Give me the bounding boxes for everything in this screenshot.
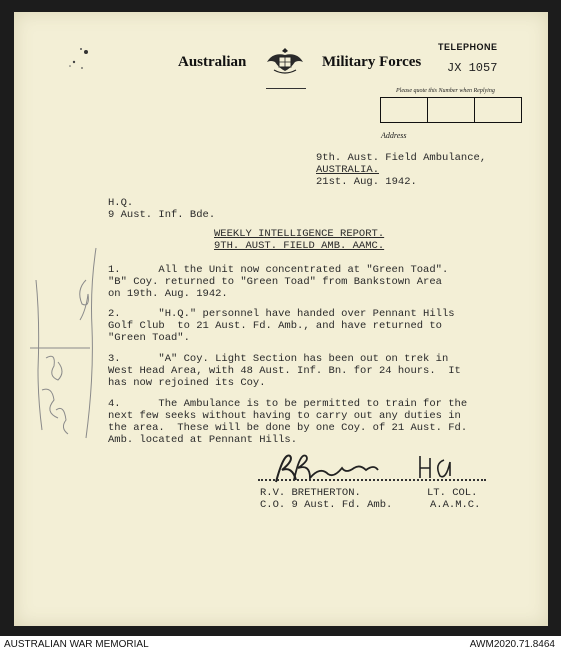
paragraph-1-line2: "B" Coy. returned to "Green Toad" from Bankstown Area [108, 276, 442, 288]
sender-date: 21st. Aug. 1942. [316, 176, 417, 188]
signature-dotted-line [258, 479, 486, 481]
footer-accession-number: AWM2020.71.8464 [469, 639, 555, 650]
paragraph-3-line3: has now rejoined its Coy. [108, 377, 266, 389]
letterhead-left: Australian [178, 54, 247, 70]
paragraph-2-line3: "Green Toad". [108, 332, 190, 344]
paragraph-4-line1: 4. The Ambulance is to be permitted to train for the [108, 398, 468, 410]
sender-address-line2: AUSTRALIA. [316, 164, 380, 176]
letterhead-rule [266, 88, 306, 89]
reference-note: Please quote this Number when Replying [396, 88, 495, 94]
address-label: Address [381, 131, 407, 140]
paragraph-1-line3: on 19th. Aug. 1942. [108, 288, 228, 300]
ink-speck-marks [62, 42, 102, 82]
pencil-annotation [26, 240, 104, 450]
paragraph-4-line4: Amb. located at Pennant Hills. [108, 434, 298, 446]
footer-institution: AUSTRALIAN WAR MEMORIAL [4, 639, 149, 650]
archive-footer [0, 636, 561, 653]
report-heading-line1: WEEKLY INTELLIGENCE REPORT. [214, 228, 385, 240]
paragraph-2-line1: 2. "H.Q." personnel have handed over Pennant Hills [108, 308, 455, 320]
signatory-corps: A.A.M.C. [430, 499, 481, 511]
telephone-label: TELEPHONE [438, 42, 498, 52]
signatory-position: C.O. 9 Aust. Fd. Amb. [260, 499, 393, 511]
crest-icon [264, 46, 306, 76]
paragraph-4-line2: next few seeks without having to carry out any duties in [108, 410, 461, 422]
signatory-rank: LT. COL. [427, 487, 478, 499]
paragraph-2-line2: Golf Club to 21 Aust. Fd. Amb., and have returned to [108, 320, 442, 332]
paragraph-3-line1: 3. "A" Coy. Light Section has been out on trek in [108, 353, 449, 365]
paragraph-3-line2: West Head Area, with 48 Aust. Inf. Bn. for 24 hours. It [108, 365, 461, 377]
paragraph-4-line3: the area. These will be done by one Coy. of 21 Aust. Fd. [108, 422, 468, 434]
telephone-number: JX 1057 [447, 61, 498, 75]
signatory-name: R.V. BRETHERTON. [260, 487, 361, 499]
recipient-line1: H.Q. [108, 197, 134, 209]
recipient-line2: 9 Aust. Inf. Bde. [108, 209, 216, 221]
report-heading-line2: 9TH. AUST. FIELD AMB. AAMC. [214, 240, 385, 252]
letterhead-right: Military Forces [322, 54, 422, 70]
paragraph-1-line1: 1. All the Unit now concentrated at "Green Toad". [108, 264, 449, 276]
reference-number-box [380, 97, 522, 123]
sender-address-line1: 9th. Aust. Field Ambulance, [316, 152, 487, 164]
